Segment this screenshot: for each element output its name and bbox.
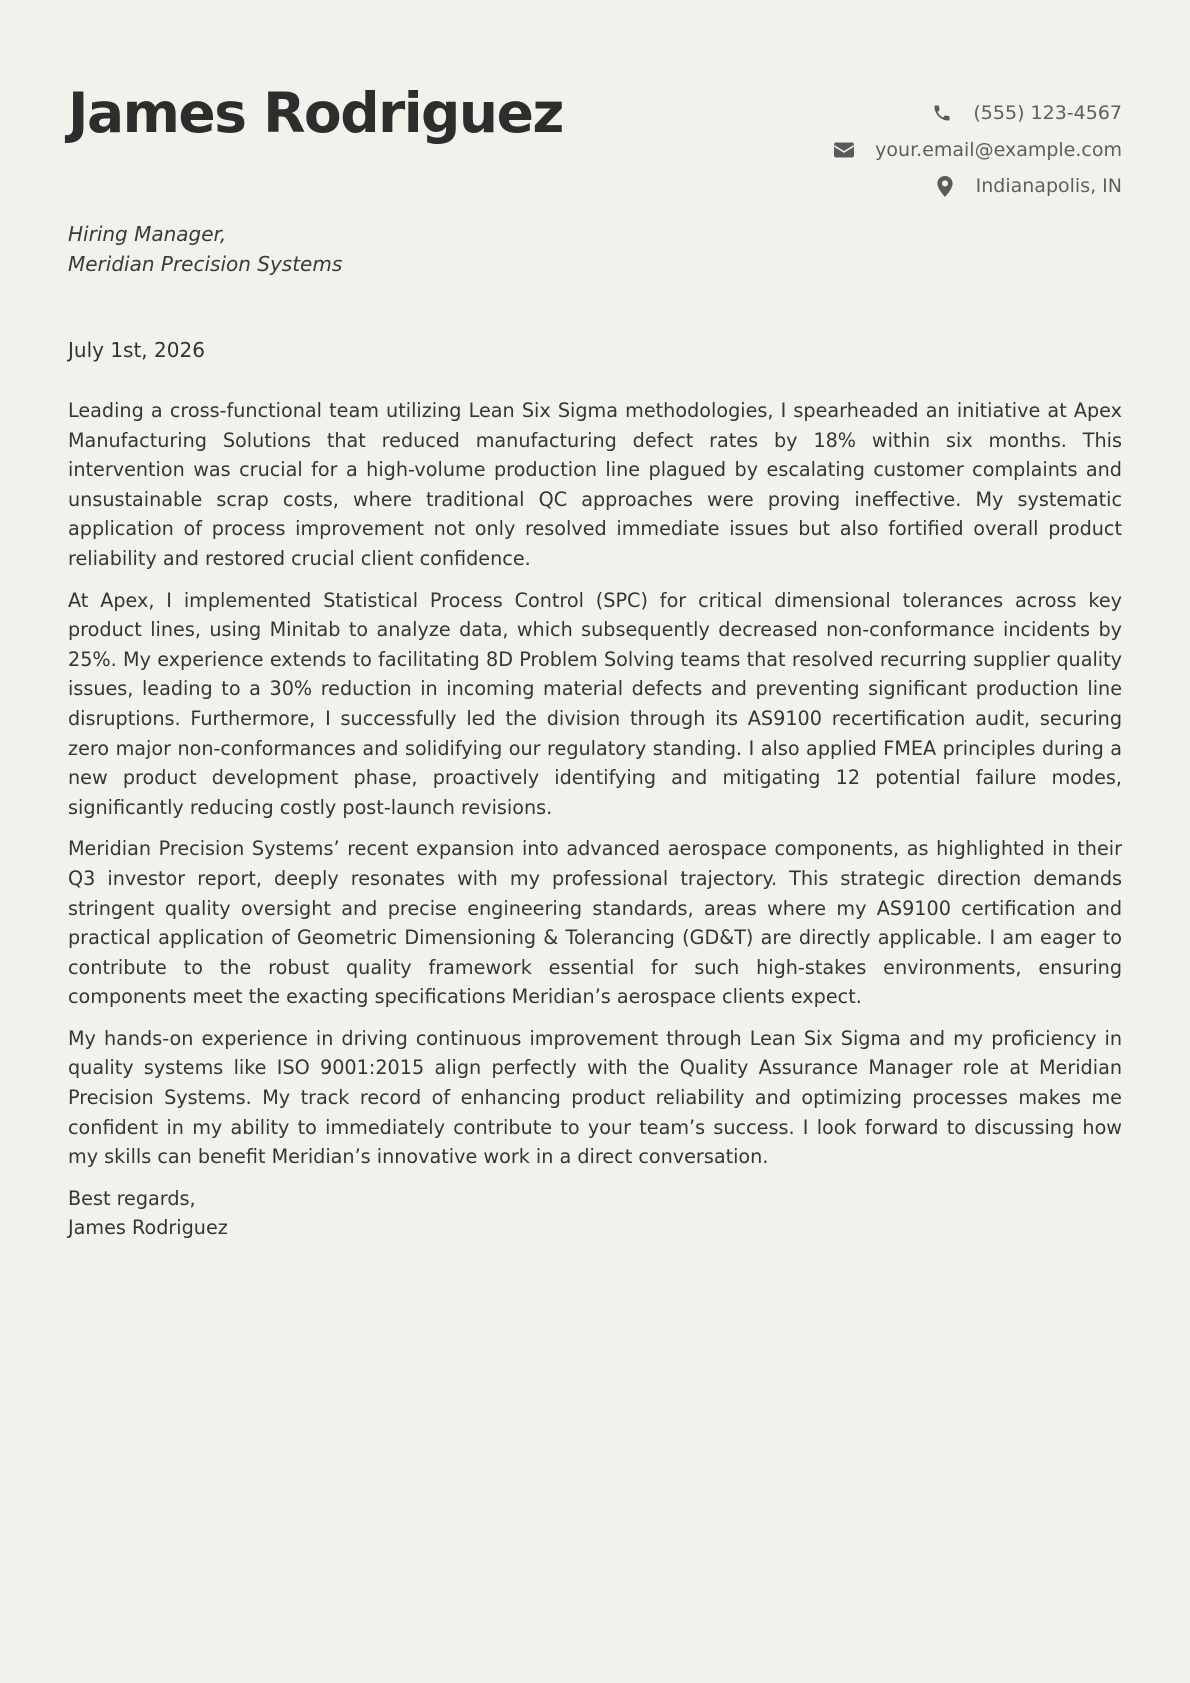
body-paragraph-3: Meridian Precision Systems’ recent expansion into advanced aerospace components, as highlighted in their Q3 investor report, deeply resonates with my professional trajectory. This strategic direction demands stringent quality oversight and precise engineering standards, areas where my AS9100 certification and practical application of Geometric Dimensioning & Tolerancing (GD&T) are directly applicable. I am eager to contribute to the robust quality framework essential for such high-stakes environments, ensuring components meet the exacting specifications Meridian’s aerospace clients expect. xyxy=(68,837,1122,1009)
phone-icon xyxy=(931,102,953,124)
cover-letter-page xyxy=(68,0,1122,1683)
contact-phone[interactable]: (555) 123-4567 xyxy=(973,102,1122,125)
envelope-icon xyxy=(833,139,855,161)
body-paragraph-1: Leading a cross-functional team utilizing Lean Six Sigma methodologies, I spearheaded an initiative at Apex Manufacturing Solutions that reduced manufacturing defect rates by 18% within six months. This intervention was crucial for a high-volume production line plagued by escalating customer complaints and unsustainable scrap costs, where traditional QC approaches were proving ineffective. My systematic application of process improvement not only resolved immediate issues but also fortified overall product reliability and restored crucial client confidence. xyxy=(68,399,1122,570)
body-paragraph-4: My hands-on experience in driving continuous improvement through Lean Six Sigma and my proficiency in quality systems like ISO 9001:2015 align perfectly with the Quality Assurance Manager role at Meridian Precision Systems. My track record of enhancing product reliability and optimizing processes makes me confident in my ability to immediately contribute to your team’s success. I look forward to discussing how my skills can benefit Meridian’s innovative work in a direct conversation. xyxy=(68,1026,1122,1169)
closing-block xyxy=(68,1184,1122,1243)
closing-salutation: Best regards, xyxy=(68,1186,196,1210)
recipient-block xyxy=(68,219,342,279)
contact-location: Indianapolis, IN xyxy=(975,175,1122,198)
contact-email[interactable]: your.email@example.com xyxy=(875,138,1122,161)
applicant-name: James Rodriguez xyxy=(68,81,563,145)
contact-location-row xyxy=(702,168,1122,205)
letter-date: July 1st, 2026 xyxy=(68,338,205,362)
contact-block xyxy=(702,95,1122,205)
map-pin-icon xyxy=(934,175,956,197)
contact-phone-row xyxy=(702,95,1122,132)
body-paragraph-2: At Apex, I implemented Statistical Process Control (SPC) for critical dimensional tolerances across key product lines, using Minitab to analyze data, which subsequently decreased non-conformance incidents by 25%. My experience extends to facilitating 8D Problem Solving teams that resolved recurring supplier quality issues, leading to a 30% reduction in incoming material defects and preventing significant production line disruptions. Furthermore, I successfully led the division through its AS9100 recertification audit, securing zero major non-conformances and solidifying our regulatory standing. I also applied FMEA principles during a new product development phase, proactively identifying and mitigating 12 potential failure modes, significantly reducing costly post-launch revisions. xyxy=(68,588,1122,819)
recipient-company: Meridian Precision Systems xyxy=(68,252,343,276)
contact-email-row xyxy=(702,132,1122,169)
closing-signature: James Rodriguez xyxy=(68,1216,228,1240)
letter-body xyxy=(68,396,1122,1243)
recipient-title: Hiring Manager, xyxy=(68,222,227,246)
